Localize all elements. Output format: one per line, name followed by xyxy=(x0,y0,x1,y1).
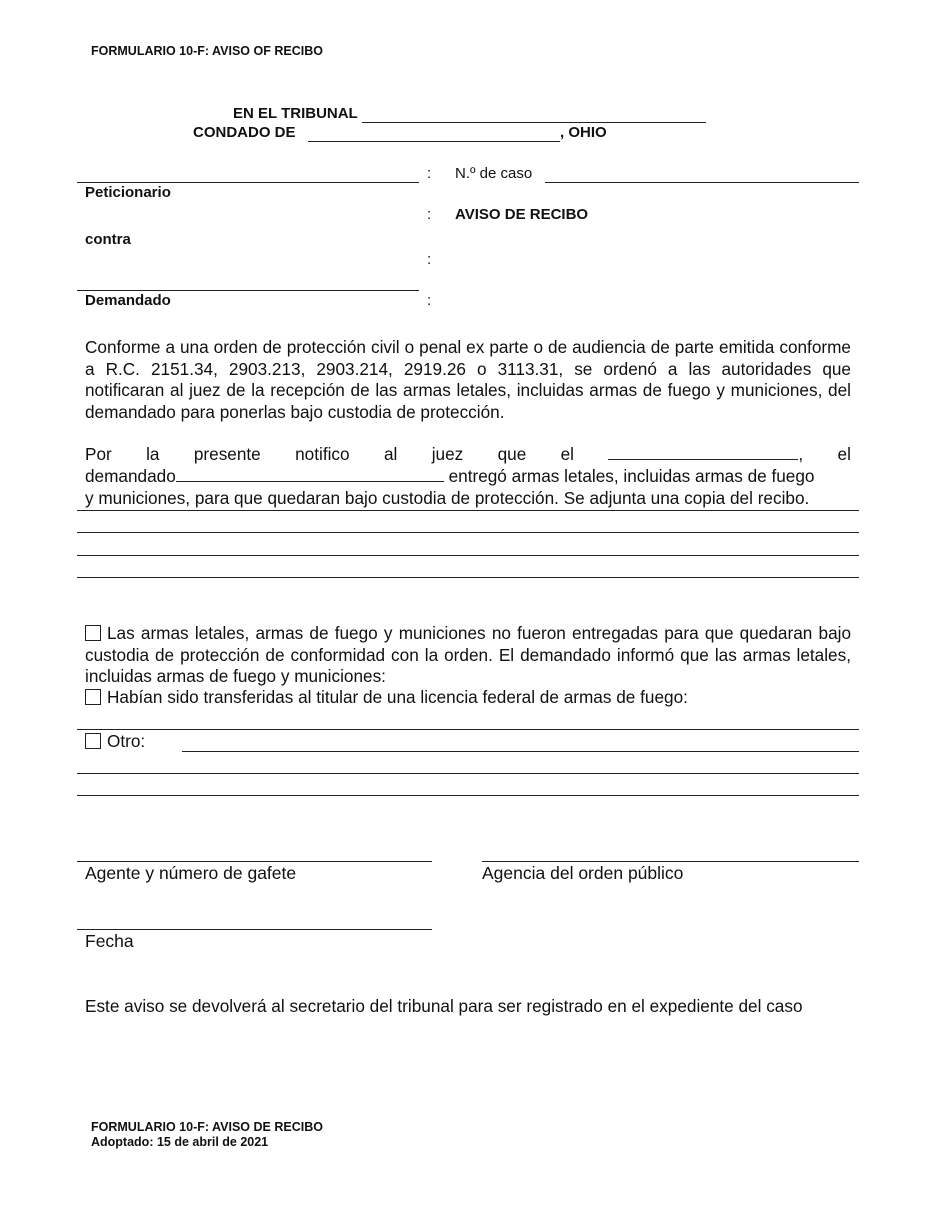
p2-word: el xyxy=(837,444,851,464)
not-surrendered-checkbox[interactable] xyxy=(85,625,101,641)
state-suffix: , OHIO xyxy=(560,124,607,141)
p2-comma: , xyxy=(798,444,804,464)
p2-word: que xyxy=(497,444,527,464)
writing-line[interactable] xyxy=(77,532,859,533)
p2-word: Por xyxy=(85,444,112,464)
notify-paragraph-line2 xyxy=(85,466,855,488)
county-name-line[interactable] xyxy=(308,141,560,142)
agency-label: Agencia del orden público xyxy=(482,863,684,883)
writing-line[interactable] xyxy=(77,773,859,774)
p2-word: juez xyxy=(431,444,464,464)
county-label: CONDADO DE xyxy=(193,124,296,141)
writing-line[interactable] xyxy=(77,795,859,796)
tribunal-label: EN EL TRIBUNAL xyxy=(233,105,358,122)
respondent-label: Demandado xyxy=(85,292,171,309)
return-notice: Este aviso se devolverá al secretario del tribunal para ser registrado en el expediente del caso xyxy=(85,996,803,1016)
option-transferred xyxy=(85,687,851,709)
caption-colon: : xyxy=(427,292,432,309)
versus-label: contra xyxy=(85,231,131,248)
footer-adopted-date: Adoptado: 15 de abril de 2021 xyxy=(91,1135,269,1149)
notice-title: AVISO DE RECIBO xyxy=(455,206,589,223)
not-surrendered-text: Las armas letales, armas de fuego y municiones no fueron entregadas para que quedaran bajo custodia de protección de conformidad con la orden. El demandado informó que las armas letales, incluidas armas de fuego y municiones: xyxy=(85,623,851,686)
other-text: Otro: xyxy=(107,731,146,751)
p2-demandado: demandado xyxy=(85,466,176,486)
tribunal-name-line[interactable] xyxy=(362,122,706,123)
p2-blank-group xyxy=(608,444,803,466)
transferred-text: Habían sido transferidas al titular de una licencia federal de armas de fuego: xyxy=(107,687,688,707)
p2-word: notifico xyxy=(295,444,350,464)
writing-line[interactable] xyxy=(77,729,859,730)
officer-label: Agente y número de gafete xyxy=(85,863,297,883)
date-label: Fecha xyxy=(85,931,134,951)
caption-colon: : xyxy=(427,165,432,182)
other-writing-line[interactable] xyxy=(182,751,859,752)
transferred-checkbox[interactable] xyxy=(85,689,101,705)
order-paragraph: Conforme a una orden de protección civil o penal ex parte o de audiencia de parte emitida conforme a R.C. 2151.34, 2903.213, 2903.214, 2919.26 o 3113.31, se ordenó a las autoridades que notificaran al juez de la recepción de las armas letales, incluidas armas de fuego y municiones, del demandado para ponerlas bajo custodia de protección. xyxy=(85,337,851,422)
option-not-surrendered xyxy=(85,623,851,688)
agency-blank[interactable] xyxy=(608,445,798,460)
caption-colon: : xyxy=(427,206,432,223)
petitioner-label: Peticionario xyxy=(85,184,171,201)
case-number-label: N.º de caso xyxy=(455,165,533,182)
writing-line[interactable] xyxy=(77,510,859,511)
petitioner-name-line[interactable] xyxy=(77,182,419,183)
other-checkbox[interactable] xyxy=(85,733,101,749)
notify-paragraph-line1 xyxy=(85,444,851,466)
p2-word: al xyxy=(383,444,398,464)
respondent-blank[interactable] xyxy=(176,467,444,482)
header-form-title: FORMULARIO 10-F: AVISO OF RECIBO xyxy=(91,44,323,58)
p2-word: el xyxy=(560,444,575,464)
respondent-name-line[interactable] xyxy=(77,290,419,291)
p2-line2-rest: entregó armas letales, incluidas armas de fuego xyxy=(443,466,815,486)
writing-line[interactable] xyxy=(77,577,859,578)
writing-line[interactable] xyxy=(77,555,859,556)
notify-paragraph-line3: y municiones, para que quedaran bajo custodia de protección. Se adjunta una copia del recibo. xyxy=(85,488,810,508)
p2-word: presente xyxy=(193,444,261,464)
option-other xyxy=(85,731,145,753)
agency-signature-line[interactable] xyxy=(482,861,859,862)
caption-colon: : xyxy=(427,251,432,268)
date-line[interactable] xyxy=(77,929,432,930)
p2-word: la xyxy=(146,444,160,464)
footer-form-title: FORMULARIO 10-F: AVISO DE RECIBO xyxy=(91,1120,323,1134)
officer-signature-line[interactable] xyxy=(77,861,432,862)
case-number-line[interactable] xyxy=(545,182,859,183)
